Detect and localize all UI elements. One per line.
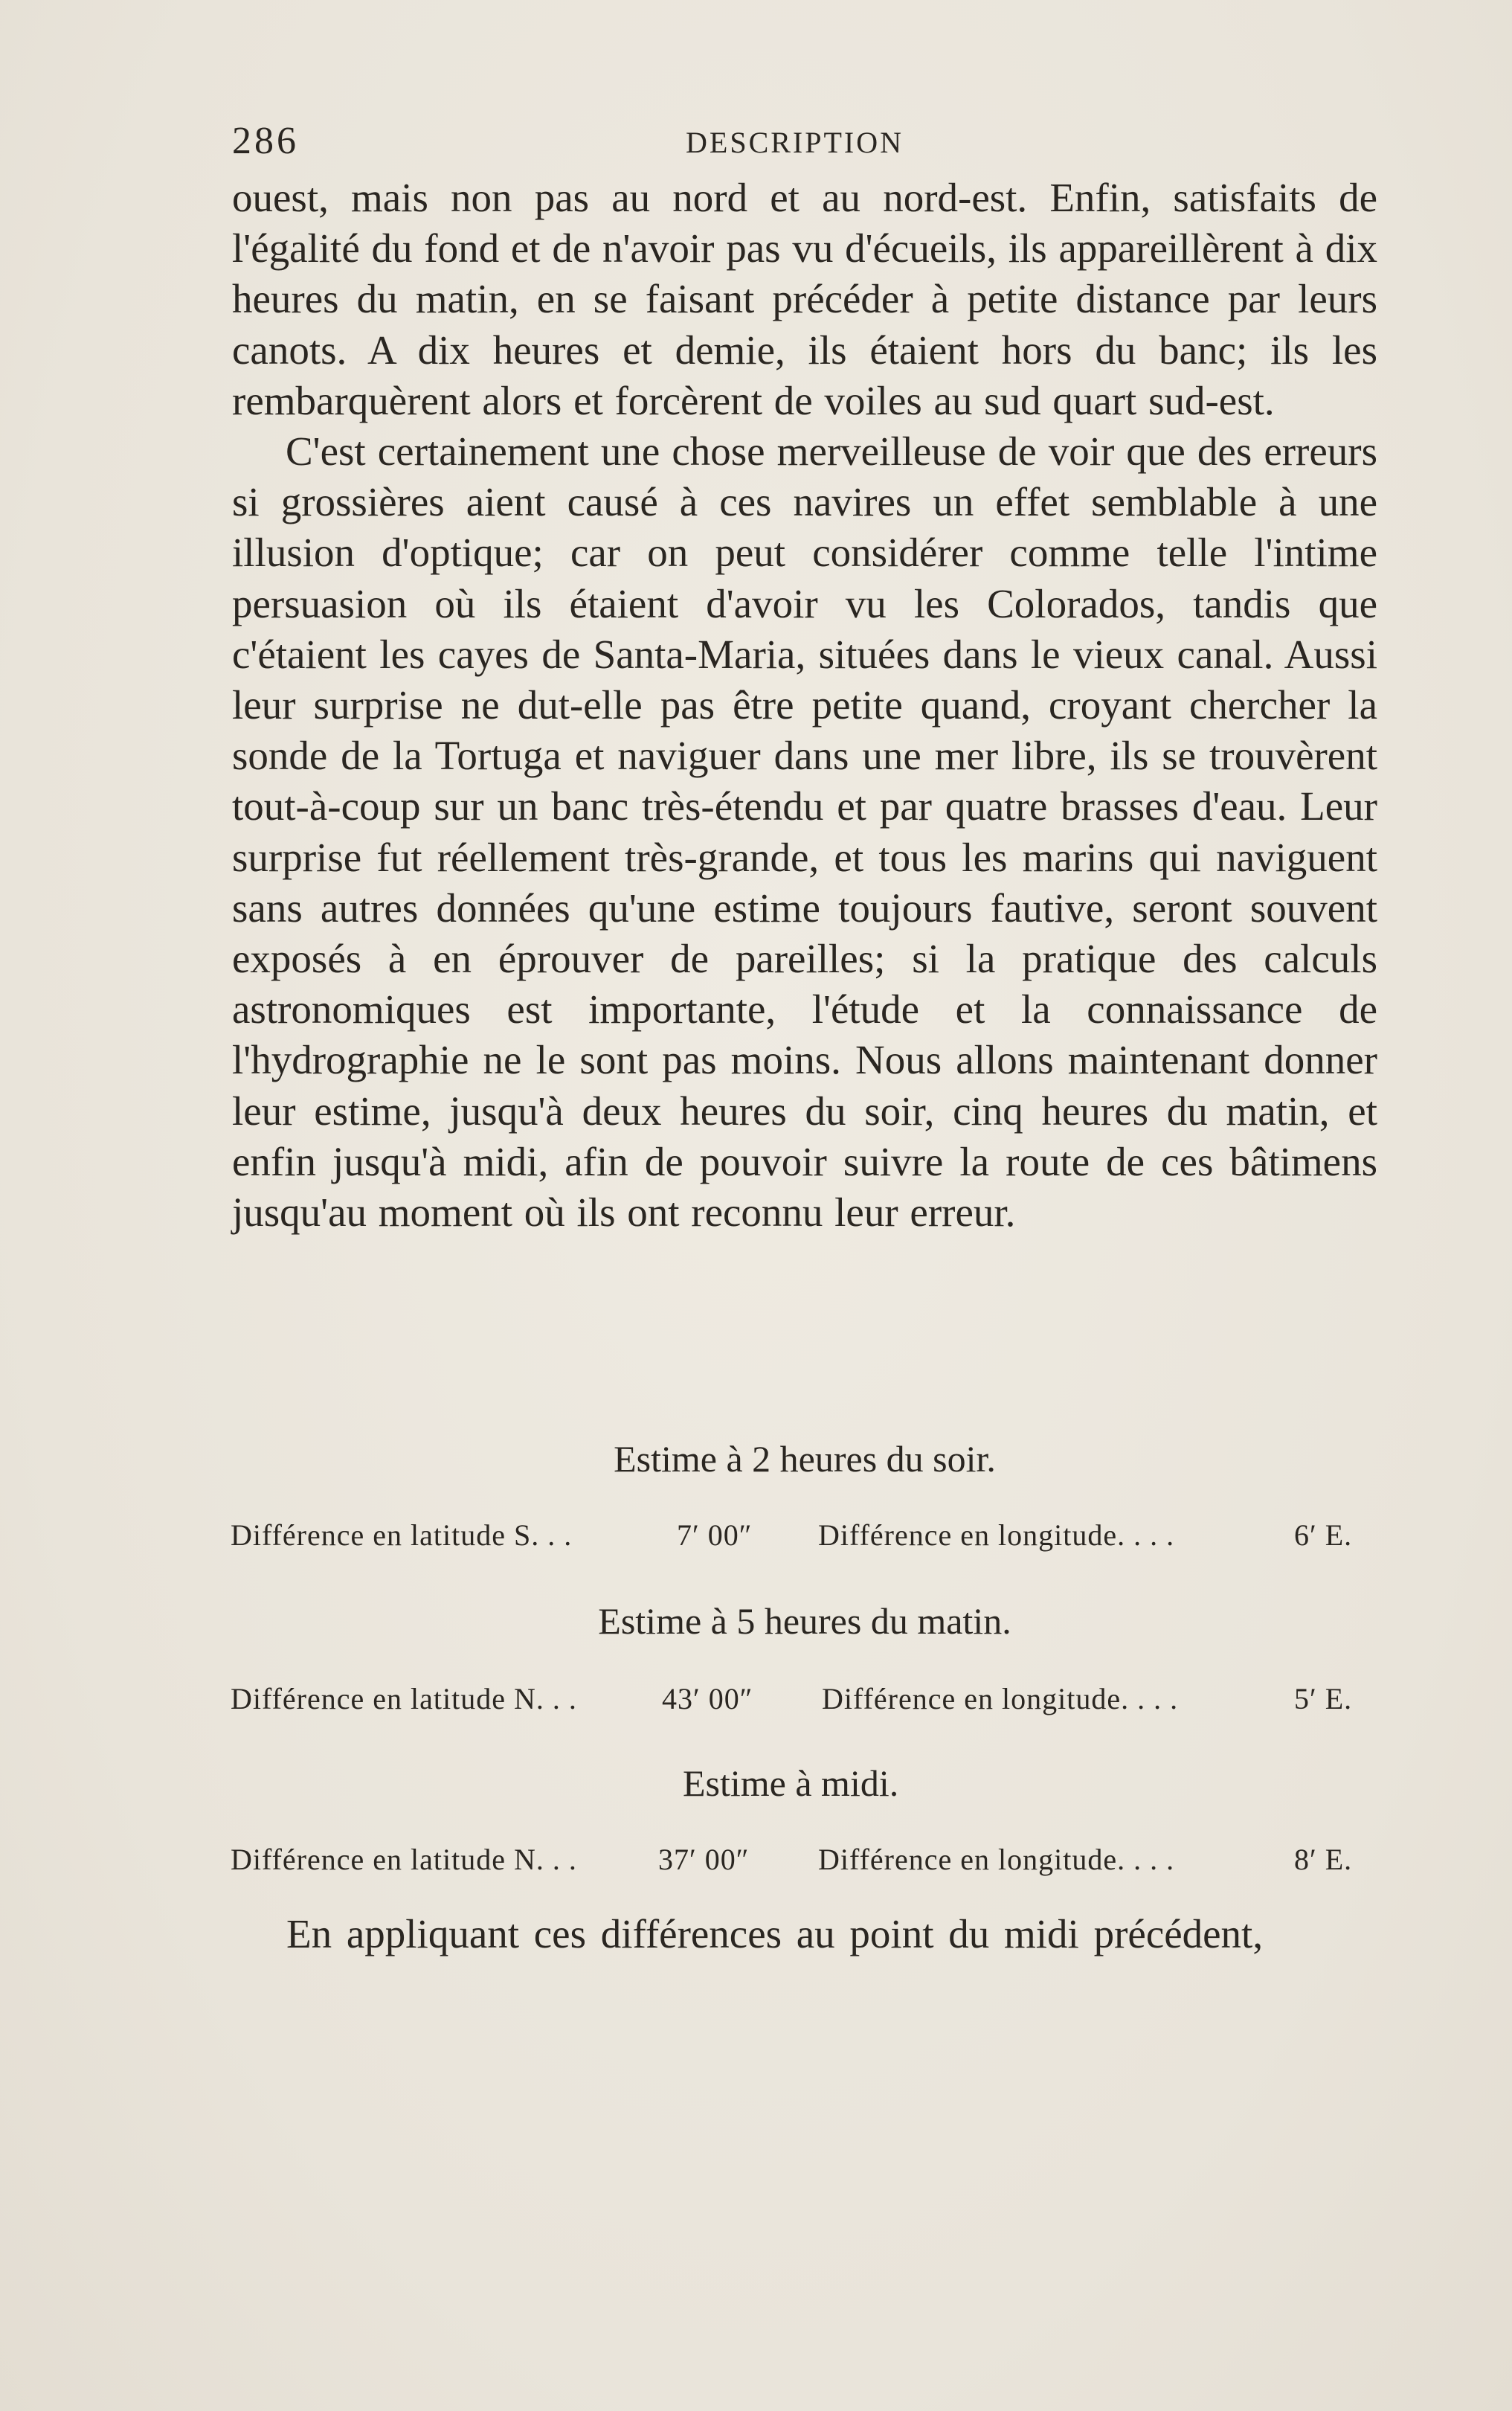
paragraph-2: C'est certainement une chose merveilleuse de voir que des erreurs si grossières aient causé à ces navires un effet semblable à une illusion d'optique; car on peut considérer comme telle l'intime persuasion où ils étaient d'avoir vu les Colorados, tandis que c'étaient les cayes de Santa-Maria, situées dans le vieux canal. Aussi leur surprise ne dut-elle pas être petite quand, croyant chercher la sonde de la Tortuga et naviguer dans une mer libre, ils se trouvèrent tout-à-coup sur un banc très-étendu et par quatre brasses d'eau. Leur surprise fut réellement très-grande, et tous les marins qui naviguent sans autres données qu'une estime toujours fautive, seront souvent exposés à en éprouver de pareilles; si la pratique des calculs astronomiques est importante, l'étude et la connaissance de l'hydrographie ne le sont pas moins. Nous allons maintenant donner leur estime, jusqu'à deux heures du soir, cinq heures du matin, et enfin jusqu'à midi, afin de pouvoir suivre la route de ces bâtimens jusqu'au moment où ils ont reconnu leur erreur. [232,428,1377,1236]
estime-row-1 [231,1518,1376,1562]
estime-title-1: Estime à 2 heures du soir. [614,1438,996,1480]
closing-line: En appliquant ces différences au point du midi précédent, [286,1911,1264,1956]
estime-row-2 [231,1681,1376,1726]
longitude-value: 8′ E. [1294,1843,1353,1876]
latitude-label: Différence en latitude N. . . [231,1682,577,1715]
latitude-label: Différence en latitude S. . . [231,1518,573,1552]
running-head: DESCRIPTION [686,126,904,159]
latitude-value: 7′ 00″ [677,1518,753,1552]
latitude-label: Différence en latitude N. . . [231,1843,577,1876]
estime-title-2: Estime à 5 heures du matin. [598,1600,1011,1642]
latitude-value: 43′ 00″ [662,1682,753,1715]
longitude-value: 5′ E. [1294,1682,1353,1715]
page-header [232,119,1377,164]
latitude-value: 37′ 00″ [658,1843,750,1876]
paragraph-1: ouest, mais non pas au nord et au nord-est. Enfin, satisfaits de l'égalité du fond et de n'avoir pas vu d'écueils, ils appareillèrent à dix heures du matin, en se faisant précéder à petite distance par leurs canots. A dix heures et demie, ils étaient hors du banc; ils les rembarquèrent alors et forcèrent de voiles au sud quart sud-est. [232,175,1377,423]
estime-title-3: Estime à midi. [683,1762,899,1804]
longitude-label: Différence en longitude. . . . [822,1682,1179,1715]
estime-row-3 [231,1842,1376,1887]
body-text [232,173,1377,1238]
longitude-value: 6′ E. [1294,1518,1353,1552]
longitude-label: Différence en longitude. . . . [818,1518,1175,1552]
page-number: 286 [232,120,299,162]
longitude-label: Différence en longitude. . . . [818,1843,1175,1876]
